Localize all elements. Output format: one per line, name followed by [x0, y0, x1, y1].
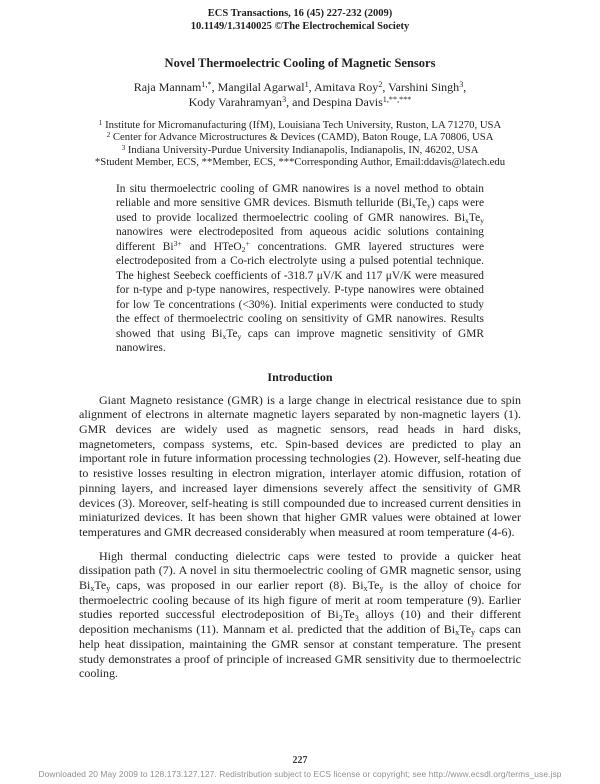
paper-title: Novel Thermoelectric Cooling of Magnetic Sensors	[164, 56, 436, 70]
authors-line-1: Raja Mannam$^{1,*}$, Mangilal Agarwal$^1$, Amitava Roy$^2$, Varshini Singh$^3$,	[133, 80, 467, 94]
abstract-text: In situ thermoelectric cooling of GMR nanowires is a novel method to obtain reliable and more sensitive GMR devices. Bismuth telluride $(Bi_xTe_y)$ caps were used to provide localized thermoelectric cooling of GMR nanowires. $Bi_xTe_y$ nanowires were electrodeposited from aqueous acidic solutions containing different $Bi^{3+}$ and HTeO$_2$+ concentrations. GMR layered structures were electrodeposited from a Co-rich electrolyte using a pulsed potential technique. The highest Seebeck coefficients of -318.7 μV/K and 117 μV/K were measured for n-type and p-type nanowires, respectively. P-type nanowires were obtained for low Te concentrations (<30%). Initial experiments were conducted to study the effect of thermoelectric cooling on sensitivity of GMR nanowires. Results showed that using $Bi_xTe_y$ caps can improve magnetic sensitivity of GMR nanowires.	[116, 182, 485, 355]
affiliation-1: $^1$ Institute for Micromanufacturing (IfM), Louisiana Tech University, Ruston, LA 71270, USA	[98, 118, 502, 131]
download-footer-note: Downloaded 20 May 2009 to 128.173.127.127. Redistribution subject to ECS license or copyright; see http://www.ecsdl.org/terms_use.jsp	[38, 769, 562, 779]
affiliations	[0, 119, 600, 169]
section-heading-introduction: Introduction	[267, 369, 333, 384]
journal-header	[0, 8, 600, 33]
authors-line-2: Kody Varahramyan$^3$, and Despina Davis$^{1,**,***}$	[188, 95, 412, 109]
paper-page	[0, 8, 600, 784]
membership-note: *Student Member, ECS, **Member, ECS, ***Corresponding Author, Email:ddavis@latech.edu	[94, 156, 506, 169]
doi-copyright-line: 10.1149/1.3140025 ©The Electrochemical Society	[190, 20, 410, 32]
affiliation-2: $^2$ Center for Advance Microstructures & Devices (CAMD), Baton Rouge, LA 70806, USA	[106, 131, 494, 144]
author-list	[0, 80, 600, 110]
intro-paragraph-1: Giant Magneto resistance (GMR) is a large change in electrical resistance due to spin alignment of electrons in alternate magnetic layers separated by non-magnetic layers (1). GMR devices are widely used as magnetic sensors, read heads in hard disks, magnetometers, compass systems, etc. Spin-based devices are predicted to play an important role in future information processing technologies (2). However, self-heating due to resistive losses resulting in electron migration, interlayer atomic diffusion, rotation of pinning layers, and increased layer dimensions severely affect the sensitivity of GMR devices (3). Moreover, self-heating is still compounded due to increased current densities in miniaturized devices. It has been shown that higher GMR values were obtained at lower temperatures and GMR decreased considerably when measured at room temperature (4-6).	[79, 392, 521, 539]
journal-citation: ECS Transactions, 16 (45) 227-232 (2009)	[207, 8, 393, 19]
affiliation-3: $^3$ Indiana University-Purdue University Indianapolis, Indianapolis, IN, 46202, USA	[121, 143, 479, 156]
intro-paragraph-2: High thermal conducting dielectric caps were tested to provide a quicker heat dissipation path (7). A novel in situ thermoelectric cooling of GMR magnetic sensor, using $Bi_xTe_y$ caps, was proposed in our earlier report (8). $Bi_xTe_y$ is the alloy of choice for thermoelectric cooling because of its high figure of merit at room temperature (9). Earlier studies reported successful electrodeposition of $Bi_2Te_3$ alloys (10) and their different deposition mechanisms (11). Mannam et al. predicted that the addition of $Bi_xTe_y$ caps can help heat dissipation, maintaining the GMR sensor at constant temperature. The present study demonstrates a proof of principle of increased GMR sensitivity due to thermoelectric cooling.	[79, 548, 521, 681]
page-number: 227	[292, 755, 308, 766]
